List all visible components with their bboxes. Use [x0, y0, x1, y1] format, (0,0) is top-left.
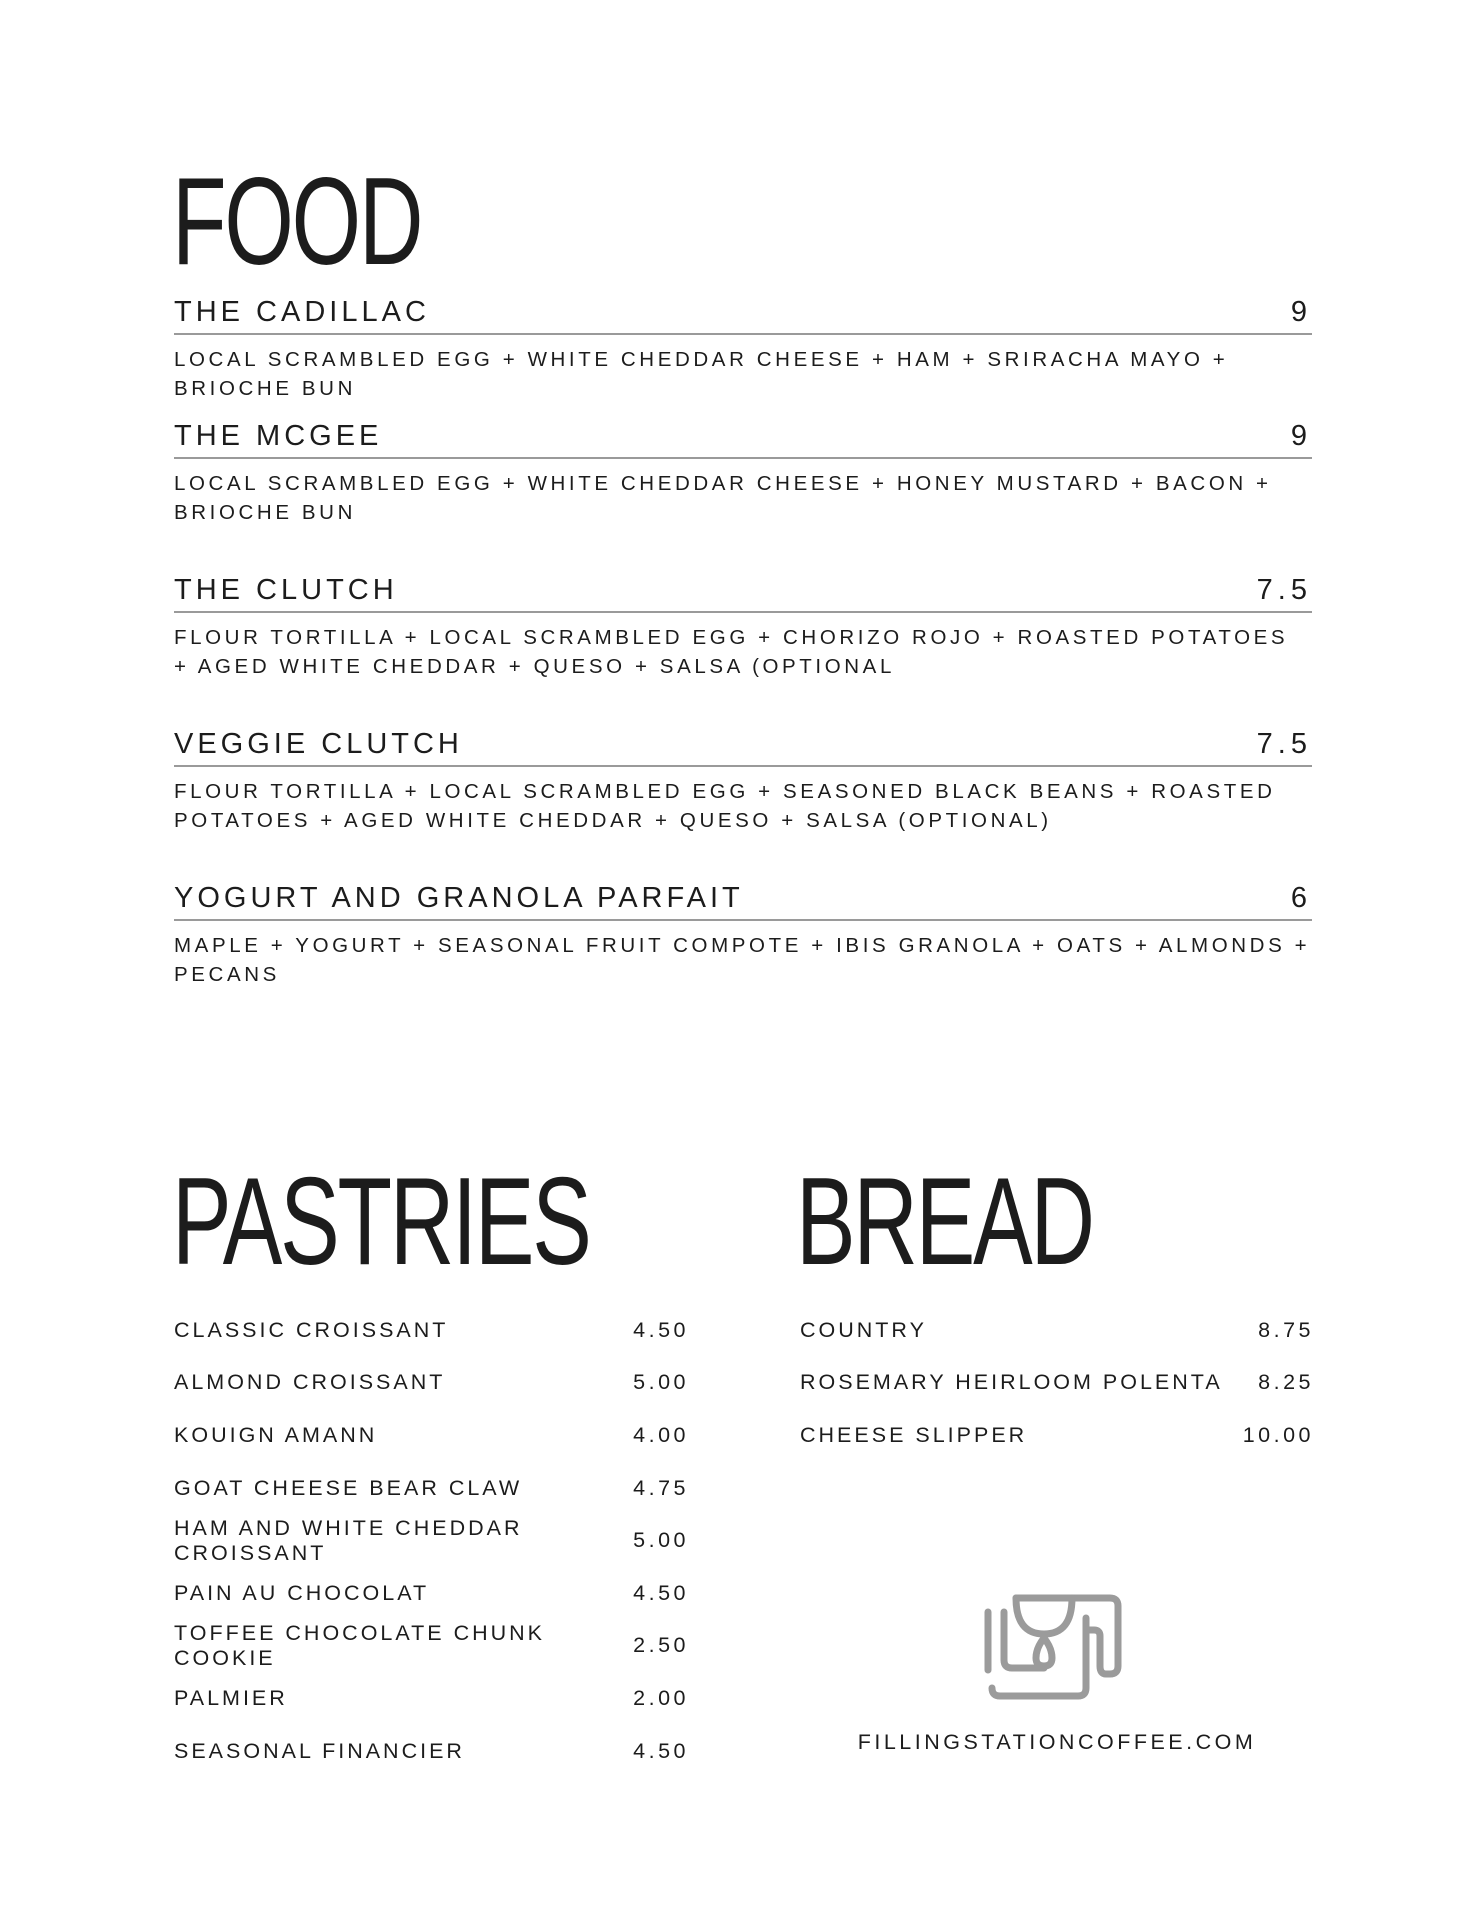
pastry-name: HAM AND WHITE CHEDDAR CROISSANT — [174, 1515, 523, 1565]
food-item-name: YOGURT AND GRANOLA PARFAIT — [174, 882, 744, 914]
bread-row — [800, 1409, 1314, 1462]
food-section-title: FOOD — [172, 153, 422, 291]
pastry-row — [174, 1304, 689, 1357]
food-item-description: LOCAL SCRAMBLED EGG + WHITE CHEDDAR CHEESE + HAM + SRIRACHA MAYO + BRIOCHE BUN — [174, 348, 1229, 400]
bread-list — [800, 1304, 1314, 1462]
pastry-price: 4.50 — [633, 1317, 689, 1342]
food-item-description: LOCAL SCRAMBLED EGG + WHITE CHEDDAR CHEESE + HONEY MUSTARD + BACON + BRIOCHE BUN — [174, 472, 1272, 524]
food-item-header — [174, 882, 1312, 921]
bread-price: 10.00 — [1242, 1422, 1314, 1447]
pastry-name: PAIN AU CHOCOLAT — [174, 1580, 430, 1605]
pastry-name: PALMIER — [174, 1685, 288, 1710]
pastry-price: 5.00 — [633, 1528, 689, 1553]
pastry-row — [174, 1514, 689, 1567]
food-item-header — [174, 420, 1312, 459]
food-item-price: 9 — [1290, 296, 1312, 328]
pastry-name: CLASSIC CROISSANT — [174, 1317, 449, 1342]
food-list — [174, 296, 1312, 986]
bread-price: 8.75 — [1258, 1317, 1314, 1342]
bread-name: CHEESE SLIPPER — [800, 1422, 1028, 1447]
food-item-header — [174, 296, 1312, 335]
pastry-row — [174, 1462, 689, 1515]
pastry-row — [174, 1620, 689, 1673]
pastries-section-title: PASTRIES — [172, 1153, 590, 1291]
pastries-list — [174, 1304, 689, 1777]
pastry-price: 4.50 — [633, 1580, 689, 1605]
pastry-name: ALMOND CROISSANT — [174, 1370, 446, 1395]
pastry-price: 4.50 — [633, 1738, 689, 1763]
filling-station-mug-icon — [982, 1578, 1130, 1702]
pastry-row — [174, 1725, 689, 1778]
pastry-name: TOFFEE CHOCOLATE CHUNK COOKIE — [174, 1620, 546, 1670]
food-item-price: 6 — [1290, 882, 1312, 914]
pastry-name: GOAT CHEESE BEAR CLAW — [174, 1475, 523, 1500]
food-item-header — [174, 728, 1312, 767]
food-item-price: 9 — [1290, 420, 1312, 452]
website-url: FILLINGSTATIONCOFFEE.COM — [857, 1730, 1257, 1754]
bread-row — [800, 1304, 1314, 1357]
pastry-row — [174, 1567, 689, 1620]
food-item — [174, 882, 1312, 986]
food-item — [174, 728, 1312, 882]
food-item-name: VEGGIE CLUTCH — [174, 728, 463, 760]
food-item-header — [174, 574, 1312, 613]
bread-name: COUNTRY — [800, 1317, 927, 1342]
bread-name: ROSEMARY HEIRLOOM POLENTA — [800, 1370, 1223, 1395]
food-item-description: MAPLE + YOGURT + SEASONAL FRUIT COMPOTE + IBIS GRANOLA + OATS + ALMONDS + PECANS — [174, 934, 1311, 986]
pastry-name: SEASONAL FINANCIER — [174, 1738, 465, 1763]
food-item-name: THE CLUTCH — [174, 574, 398, 606]
food-item — [174, 296, 1312, 420]
pastry-price: 4.00 — [633, 1422, 689, 1447]
bread-row — [800, 1357, 1314, 1410]
pastry-row — [174, 1357, 689, 1410]
pastry-price: 4.75 — [633, 1475, 689, 1500]
pastry-name: KOUIGN AMANN — [174, 1422, 378, 1447]
food-item — [174, 574, 1312, 728]
food-item-name: THE MCGEE — [174, 420, 383, 452]
pastry-price: 2.50 — [633, 1633, 689, 1658]
pastry-price: 2.00 — [633, 1685, 689, 1710]
food-item-price: 7.5 — [1256, 728, 1312, 760]
food-item — [174, 420, 1312, 574]
food-item-price: 7.5 — [1256, 574, 1312, 606]
food-item-description: FLOUR TORTILLA + LOCAL SCRAMBLED EGG + CHORIZO ROJO + ROASTED POTATOES + AGED WHITE CHEDDAR + QUESO + SALSA (OPTIONAL — [174, 626, 1289, 678]
food-item-name: THE CADILLAC — [174, 296, 430, 328]
food-item-description: FLOUR TORTILLA + LOCAL SCRAMBLED EGG + SEASONED BLACK BEANS + ROASTED POTATOES + AGED WHITE CHEDDAR + QUESO + SALSA (OPTIONAL) — [174, 780, 1276, 832]
pastry-price: 5.00 — [633, 1370, 689, 1395]
bread-price: 8.25 — [1258, 1370, 1314, 1395]
pastry-row — [174, 1672, 689, 1725]
bread-section-title: BREAD — [796, 1153, 1093, 1291]
pastry-row — [174, 1409, 689, 1462]
